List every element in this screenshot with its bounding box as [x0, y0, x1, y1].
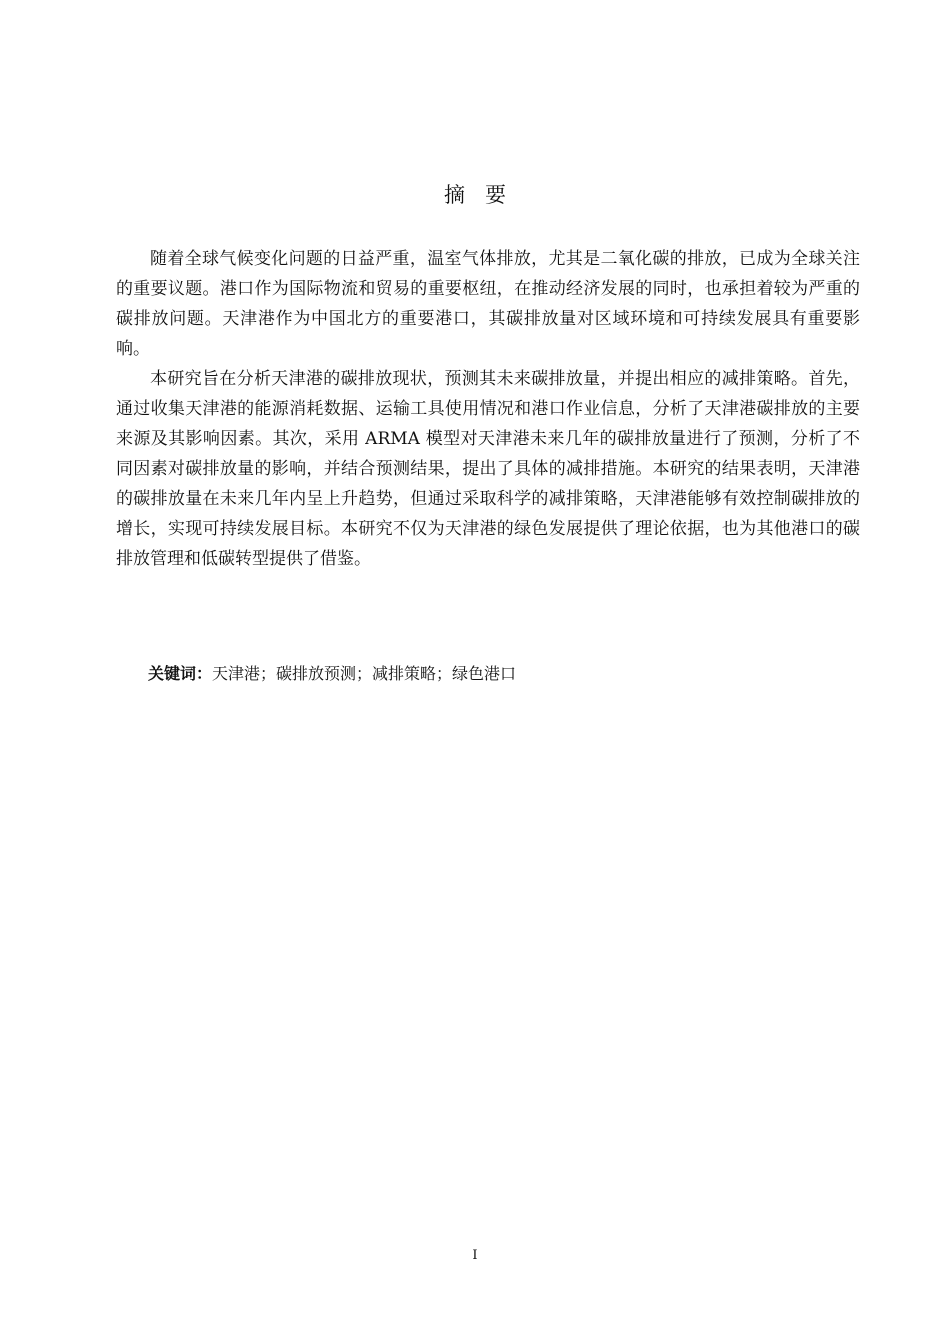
- abstract-paragraph-2: 本研究旨在分析天津港的碳排放现状，预测其未来碳排放量，并提出相应的减排策略。首先，通过收集天津港的能源消耗数据、运输工具使用情况和港口作业信息，分析了天津港碳排放的主要来源及其影响因素。其次，采用 ARMA 模型对天津港未来几年的碳排放量进行了预测，分析了不同因素对碳排放量的影响，并结合预测结果，提出了具体的减排措施。本研究的结果表明，天津港的碳排放量在未来几年内呈上升趋势，但通过采取科学的减排策略，天津港能够有效控制碳排放的增长，实现可持续发展目标。本研究不仅为天津港的绿色发展提供了理论依据，也为其他港口的碳排放管理和低碳转型提供了借鉴。: [116, 369, 860, 569]
- abstract-paragraph-1: 随着全球气候变化问题的日益严重，温室气体排放，尤其是二氧化碳的排放，已成为全球关注的重要议题。港口作为国际物流和贸易的重要枢纽，在推动经济发展的同时，也承担着较为严重的碳排放问题。天津港作为中国北方的重要港口，其碳排放量对区域环境和可持续发展具有重要影响。: [116, 249, 860, 359]
- keywords-line: [148, 660, 848, 688]
- abstract-body: [116, 244, 860, 574]
- page-number: I: [472, 1248, 478, 1263]
- abstract-title: 摘要: [444, 183, 526, 207]
- keywords-label: 关键词：: [148, 664, 213, 683]
- keywords-text: 天津港；碳排放预测；减排策略；绿色港口: [212, 664, 517, 683]
